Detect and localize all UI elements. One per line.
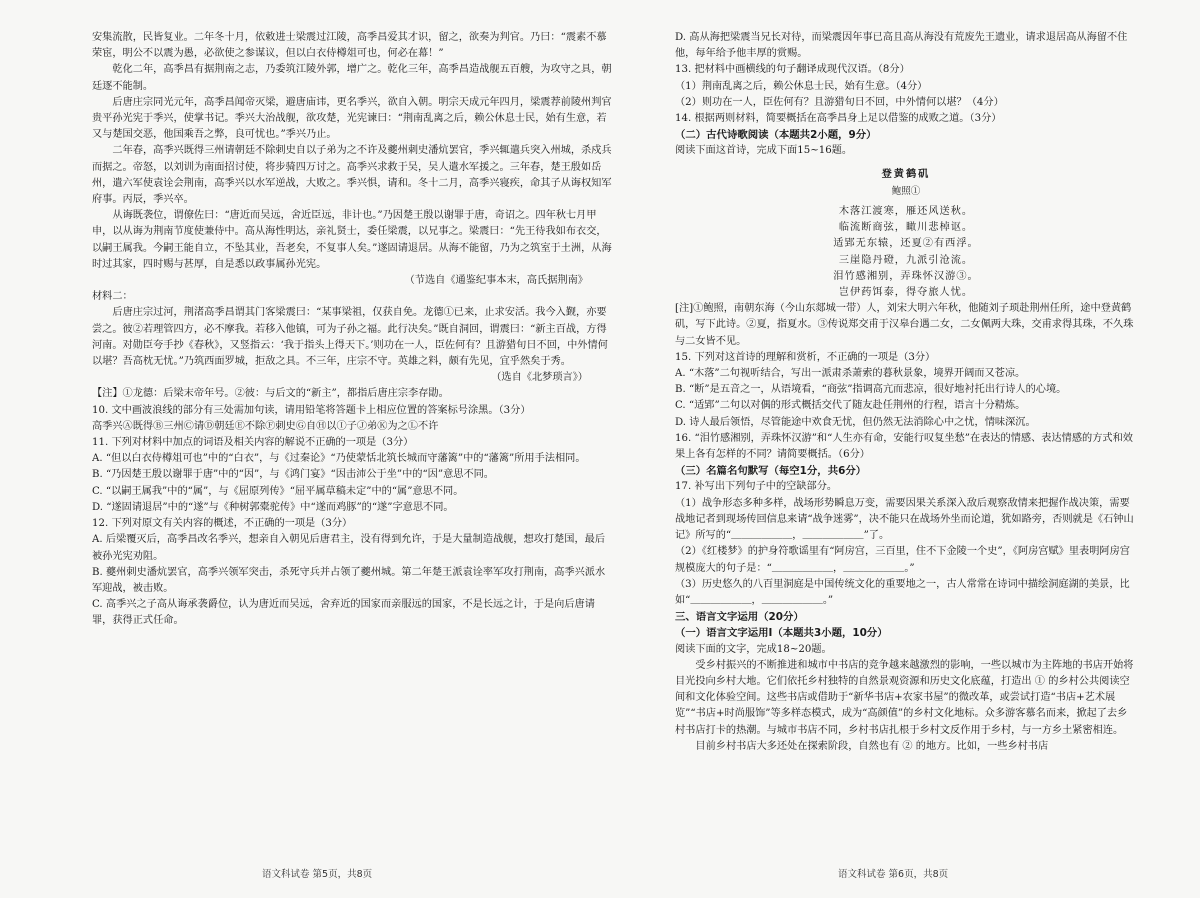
question-17-item: （1）战争形态多种多样，战场形势瞬息万变，需要因果关系深入敌后观察敌情来把握作战决策，需要战地记者到现场传回信息来请“战争迷雾”，决不能只在战场外坐而论道，犹如路旁，否则就是《石钟山记》所写的“＿＿＿＿＿＿，＿＿＿＿＿＿”了。 [675,497,1134,542]
question-13-item: （1）荆南乱离之后，赖公休息士民，始有生意。（4分） [675,80,928,92]
source-citation: （选自《北梦琐言》） [491,372,588,384]
instruction: 阅读下面这首诗，完成下面15~16题。 [675,145,853,157]
material-label: 材料二： [92,291,133,303]
page-6 [675,30,1137,870]
option: D. “遂固请退居”中的“遂”与《种树郭橐驼传》中“遂而鸡豚”的“遂”字意思不同。 [92,501,454,513]
option: B. “乃因楚王殷以谢罪于唐”中的“因”，与《鸿门宴》“因击沛公于坐”中的“因”意思不同。 [92,469,494,481]
option: A. “但以白衣侍樽俎可也”中的“白衣”，与《过秦论》“乃使蒙恬北筑长城而守藩篱”中的“藩篱”所用手法相同。 [92,453,586,465]
poem-line: 适郢无东辕，还夏②有西浮。 [833,238,979,250]
question-11: 11. 下列对材料中加点的词语及相关内容的解说不正确的一项是（3分） [92,437,414,449]
option: C. “以嗣王属我”中的“属”，与《屈原列传》“屈平属草稿未定”中的“属”意思不同。 [92,485,464,497]
poem-line: 木落江渡寒，雁还风送秋。 [838,206,974,218]
paragraph: 后唐庄宗同光元年，高季昌闻帝灭梁，避唐庙讳，更名季兴，欲自入朝。明宗天成元年四月，梁震荐前陵州判官贵平孙光宪于季兴，使掌书记。季兴大治战舰，欲攻楚，光宪谏曰：“荆南乱离之后，赖公休息士民，始有生意，若又与楚国交恶，他国乘吾之弊，良可忧也。”季兴乃止。 [92,96,612,141]
source-citation: （节选自《通鉴纪事本末，高氏据荆南》 [404,275,588,287]
question-12: 12. 下列对原文有关内容的概述，不正确的一项是（3分） [92,518,353,530]
question-17-item: （3）历史悠久的八百里洞庭是中国传统文化的重要地之一，古人常常在诗词中描绘洞庭湖的美景，比如“＿＿＿＿＿＿，＿＿＿＿＿＿。” [675,578,1130,606]
section-heading: 三、语言文字运用（20分） [675,611,804,624]
question-13-item: （2）则功在一人，臣佐何有？且游猎旬日不回，中外情何以堪？（4分） [675,96,1004,108]
poem-title: 登黄鹤矶 [881,167,931,180]
section-heading: （二）古代诗歌阅读（本题共2小题，9分） [675,129,877,142]
paragraph: 从诲既袭位，谓僚佐曰：“唐近而吴远，舍近臣远，非计也。”乃因楚王殷以谢罪于唐，奇诏之。四年秋七月甲申，以从诲为荆南节度使兼侍中。高从海性明达，亲礼贤士，委任梁震，以兄事之。梁震曰：“先王待我如布衣交，以嗣王属我。今嗣王能自立，不坠其业，吾老矣，不复事人矣。”遂固请退居。从海不能留，乃为之筑室于土洲，从海时过其家，四时赐与甚厚，自是悉以政事属孙光宪。 [92,210,612,270]
question-14: 14. 根据两则材料，简要概括在高季昌身上足以借鉴的成败之道。（3分） [675,113,1002,125]
question-10: 10. 文中画波浪线的部分有三处需加句读，请用铅笔将答题卡上相应位置的答案标号涂黑。（3分） [92,404,531,416]
subsection-heading: （一）语言文字运用Ⅰ（本题共3小题，10分） [675,627,888,640]
paragraph: 乾化二年，高季昌有据荆南之志，乃委筑江陵外郭，增广之。乾化三年，高季昌造战舰五百艘，为攻守之具，朝廷逐不能制。 [92,64,612,92]
note: 【注】①龙德：后梁末帝年号。②彼：与后文的“新主”，都指后唐庄宗李存勖。 [92,388,449,400]
paragraph: 受乡村振兴的不断推进和城市中书店的竞争越来越激烈的影响，一些以城市为主阵地的书店开始将目光投向乡村大地。它们依托乡村独特的自然景观资源和历史文化底蕴，打造出 ① 的乡村公共阅读空间和文化体验空间。这些书店或借助于“新华书店+农家书屋”的微改革，或尝试打造“书店+艺术展览”“书店+时尚服饰”等多样态模式，成为“高颜值”的乡村文化地标。众多游客慕名而来，掀起了去乡村书店打卡的热潮。与城市书店不同，乡村书店扎根于乡村文反作用于乡村，与一方乡土紧密相连。 [675,659,1134,736]
paragraph: 二年春，高季兴既得三州请朝廷不除刺史自以子弟为之不许及夔州刺史潘炕罢官，季兴辄遣兵突入州城，杀戍兵而据之。帝怒，以刘训为南面招讨使，将步骑四万讨之。高季兴求救于吴，吴人遣水军援之。三年春，楚王殷如岳州，遣六军使袁诠会荆南，高季兴以水军逆战，大败之。季兴惧，请和。冬十二月，高季兴寝疾，命其子从诲权知军府事。丙辰，季兴卒。 [92,145,612,206]
option: D. 高从海把梁震当兄长对待，而梁震因年事已高且高从海没有荒废先王遗业，请求退居高从海留不住他，每年给予他丰厚的赏赐。 [675,32,1128,60]
poem-line: 岂伊药饵泰，得夺旅人忧。 [838,287,974,299]
question-17-item: （2）《红楼梦》的护身符歌谣里有“阿房宫，三百里，住不下金陵一个史”，《阿房宫赋》里表明阿房宫规模庞大的句子是：“＿＿＿＿＿＿，＿＿＿＿＿＿。” [675,546,1130,574]
poem-line: 临流断商弦，瞰川悲棹讴。 [838,222,974,234]
poem-author: 鲍照① [891,185,921,197]
question-15: 15. 下列对这首诗的理解和赏析，不正确的一项是（3分） [675,351,936,363]
page-footer: 语文科试卷 第6页，共8页 [838,869,949,880]
question-16: 16. “泪竹感湘别，弄珠怀汉游”和“人生亦有命，安能行叹复坐愁”在表达的情感、表达情感的方式和效果上各有怎样的不同？请简要概括。（6分） [675,432,1133,461]
question-10-text: 高季兴Ⓐ既得Ⓑ三州Ⓒ请Ⓓ朝廷Ⓔ不除Ⓕ刺史Ⓖ自Ⓗ以Ⓘ子Ⓙ弟Ⓚ为之Ⓛ不许 [92,420,439,432]
section-heading: （三）名篇名句默写（每空1分，共6分） [675,465,867,478]
option: A. “木落”二句视听结合，写出一派肃杀萧索的暮秋景象，境界开阔而又苍凉。 [675,368,1026,380]
paragraph: 目前乡村书店大多还处在探索阶段，自然也有 ② 的地方。比如，一些乡村书店 [695,740,1049,752]
poem-line: 泪竹感湘别，弄珠怀汉游③。 [833,270,979,282]
poem-note: [注]①鲍照，南朝东海（今山东郯城一带）人，刘宋大明六年秋，他随刘子顼赴荆州任所，途中登黄鹤矶，写下此诗。②夏，指夏水。③传说郑交甫于汉皋台遇二女，二女佩两大珠，交甫求得其珠，不久珠与二女皆不见。 [675,303,1134,347]
option: D. 诗人最后领悟，尽管能途中欢食无忧，但仍然无法消除心中之忧，情味深沉。 [675,416,1036,428]
poem-line: 三崖隐丹磴，九派引沧流。 [838,254,974,266]
paragraph: 安集流散，民皆复业。二年冬十月，依敕进士梁震过江陵，高季昌爱其才识，留之，欲奏为判官。乃曰：“震素不慕荣宦，明公不以震为愚，必欲使之参谋议，但以白衣侍樽俎可也，何必在幕！” [92,32,607,60]
option: B. 夔州刺史潘炕罢官，高季兴领军突击，杀死守兵并占领了夔州城。第二年楚王派袁诠率军攻打荆南，高季兴派水军迎战，被击败。 [92,566,606,594]
option: C. “适郢”二句以对偶的形式概括交代了随友赴任荆州的行程，语言十分精炼。 [675,400,1026,412]
question-13: 13. 把材料中画横线的句子翻译成现代汉语。（8分） [675,64,910,76]
paragraph: 后唐庄宗过河，荆渚高季昌谓其门客梁震曰：“某事梁祖，仅获自免。龙德①已来，止求安活。我今入觐，亦要尝之。彼②若理管四方，必不摩我。若移入他镇，可为子孙之福。此行决矣。”既自洞回，谓震曰：“新主百战，方得河南。对勋臣夸手抄《春秋》，又竖指云：‘我于指头上得天下。’则功在一人，臣佐何有？且游猎旬日不回，中外情何以堪？吾高枕无忧。”乃筑西面罗城，拒敌之具。不三年，庄宗不守。英雄之料，颇有先见，宜乎然矣于秀。 [92,307,608,368]
option: B. “断”是五音之一，从语境看，“商弦”指调高亢而悲凉，很好地衬托出行诗人的心境。 [675,384,1067,396]
page-5 [92,30,612,870]
question-17: 17. 补写出下列句子中的空缺部分。 [675,481,838,493]
option: C. 高季兴之子高从诲承袭爵位，认为唐近而吴远，舍弃近的国家而亲服远的国家，不是长远之计，于是向后唐请罪，获得正式任命。 [92,599,595,627]
option: A. 后梁覆灭后，高季昌改名季兴，想亲自入朝见后唐君主，没有得到允许，于是大量制造战舰，想攻打楚国，最后被孙光宪劝阻。 [92,534,606,562]
page-footer: 语文科试卷 第5页，共8页 [262,869,373,880]
instruction: 阅读下面的文字，完成18~20题。 [675,643,832,655]
